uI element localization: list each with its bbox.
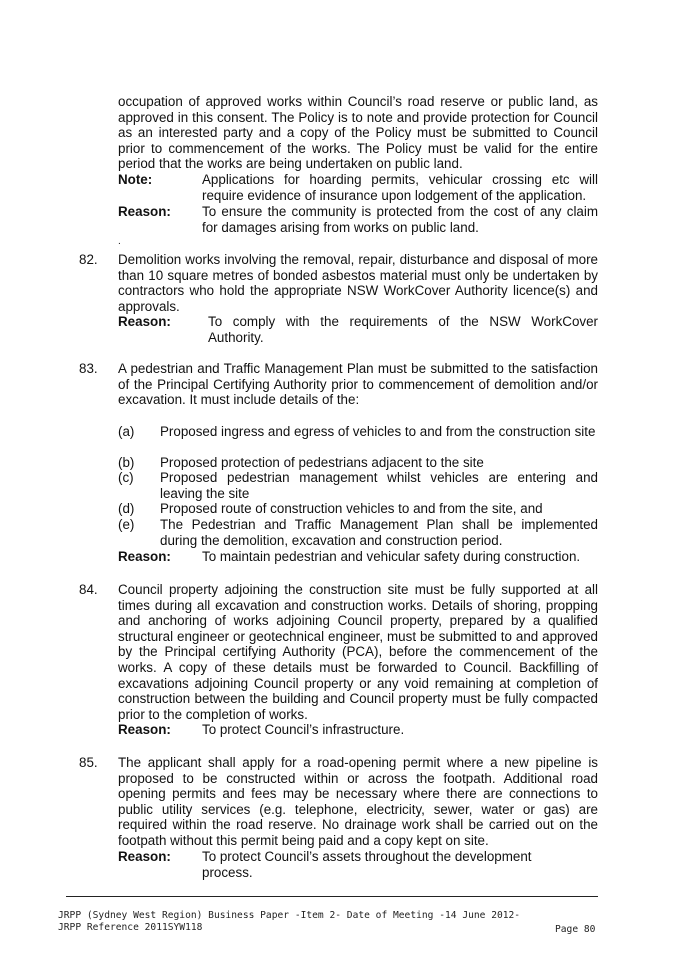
condition-number-84: 84. [79,582,98,597]
stray-dot: . [118,236,121,247]
note-label: Note: [118,172,153,187]
intro-paragraph: occupation of approved works within Council’s road reserve or public land, as approved in this consent. The Policy is to note and provide protection for Council as an interested party and a copy of the Policy must be submitted to Council prior to commencement of the works. The Policy must be valid for the entire period that the works are being undertaken on public land. [118,94,598,172]
list-marker: (a) [118,424,135,439]
list-marker: (d) [118,501,135,516]
condition-number-82: 82. [79,252,98,267]
reason-text: To comply with the requirements of the NSW WorkCover Authority. [208,314,598,345]
reason-label: Reason: [118,204,171,219]
note-text: Applications for hoarding permits, vehicular crossing etc will require evidence of insurance upon lodgement of the application. [202,172,598,203]
condition-85-text: The applicant shall apply for a road-opening permit where a new pipeline is proposed to be constructed within or across the footpath. Additional road opening permits and fees may be necessary where there are connections to public utility services (e.g. telephone, electricity, sewer, water or gas) are required within the road reserve. No drainage work shall be carried out on the footpath without this permit being paid and a copy kept on site. [118,755,598,848]
condition-number-83: 83. [79,361,98,376]
reason-label: Reason: [118,549,171,564]
list-item-text: Proposed ingress and egress of vehicles to and from the construction site [160,424,596,439]
list-marker: (e) [118,517,135,532]
list-marker: (b) [118,455,135,470]
footer-line-2: JRPP Reference 2011SYW118 [58,922,203,933]
condition-number-85: 85. [79,755,98,770]
list-item-text: Proposed route of construction vehicles to and from the site, and [160,501,543,516]
page-number: Page 80 [555,924,596,935]
footer-line-1: JRPP (Sydney West Region) Business Paper -Item 2- Date of Meeting -14 June 2012- [58,910,521,921]
footer-divider [66,896,598,897]
reason-text: To protect Council’s infrastructure. [202,722,405,737]
reason-text: To protect Council’s assets throughout the development process. [202,849,532,880]
list-marker: (c) [118,470,134,485]
condition-84-text: Council property adjoining the construction site must be fully supported at all times during all excavation and construction works. Details of shoring, propping and anchoring of works adjoining Council property, prepared by a qualified structural engineer or geotechnical engineer, must be submitted to and approved by the Principal certifying Authority (PCA), before the commencement of the works. A copy of these details must be forwarded to Council. Backfilling of excavations adjoining Council property or any void remaining at completion of construction between the building and Council property must be fully compacted prior to the completion of works. [118,582,598,722]
reason-text: To maintain pedestrian and vehicular safety during construction. [202,549,581,564]
list-item-text: Proposed pedestrian management whilst vehicles are entering and leaving the site [160,470,598,501]
list-item-text: The Pedestrian and Traffic Management Plan shall be implemented during the demolition, excavation and construction period. [160,517,598,548]
list-item-text: Proposed protection of pedestrians adjacent to the site [160,455,484,470]
reason-label: Reason: [118,849,171,864]
condition-83-text: A pedestrian and Traffic Management Plan must be submitted to the satisfaction of the Principal Certifying Authority prior to commencement of demolition and/or excavation. It must include details of the: [118,361,598,408]
reason-label: Reason: [118,722,171,737]
condition-82-text: Demolition works involving the removal, repair, disturbance and disposal of more than 10 square metres of bonded asbestos material must only be undertaken by contractors who hold the appropriate NSW WorkCover Authority licence(s) and approvals. [118,252,598,314]
reason-text: To ensure the community is protected from the cost of any claim for damages arising from works on public land. [202,204,598,235]
reason-label: Reason: [118,314,171,329]
